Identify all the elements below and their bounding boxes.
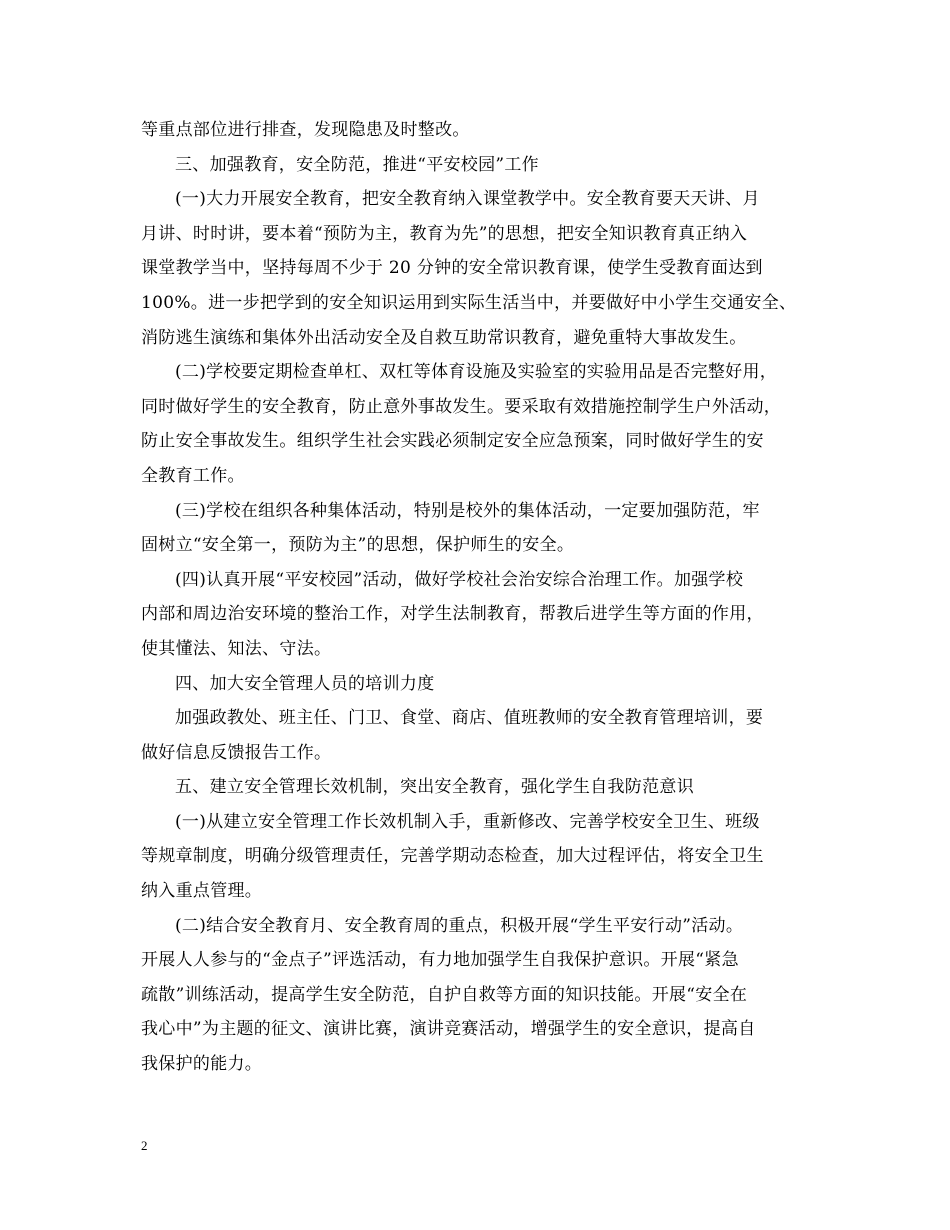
text-line: 开展人人参与的“金点子”评选活动，有力地加强学生自我保护意识。开展“紧急	[141, 950, 739, 971]
text-line: 100%。进一步把学到的安全知识运用到实际生活当中，并要做好中小学生交通安全、	[141, 292, 797, 313]
text-line: 使其懂法、知法、守法。	[141, 638, 332, 659]
text-line: 防止安全事故发生。组织学生社会实践必须制定安全应急预案，同时做好学生的安	[141, 431, 764, 452]
text-line: 消防逃生演练和集体外出活动安全及自救互助常识教育，避免重特大事故发生。	[141, 327, 747, 348]
text-line: 加强政教处、班主任、门卫、食堂、商店、值班教师的安全教育管理培训，要	[175, 708, 764, 729]
text-line: 月讲、时时讲，要本着“预防为主，教育为先”的思想，把安全知识教育真正纳入	[141, 223, 748, 244]
text-line: (一)大力开展安全教育，把安全教育纳入课堂教学中。安全教育要天天讲、月	[175, 189, 760, 210]
text-line: (一)从建立安全管理工作长效机制入手，重新修改、完善学校安全卫生、班级	[175, 811, 760, 832]
text-line: 疏散”训练活动，提高学生安全防范，自护自救等方面的知识技能。开展“安全在	[141, 984, 748, 1005]
text-line: 等规章制度，明确分级管理责任，完善学期动态检查，加大过程评估，将安全卫生	[141, 846, 764, 867]
page-number: 2	[141, 1138, 148, 1153]
text-line: (二)结合安全教育月、安全教育周的重点，积极开展“学生平安行动”活动。	[175, 915, 744, 936]
text-line: (二)学校要定期检查单杠、双杠等体育设施及实验室的实验用品是否完整好用，	[175, 362, 778, 383]
text-line: 等重点部位进行排查，发现隐患及时整改。	[141, 120, 470, 140]
text-line: (三)学校在组织各种集体活动，特别是校外的集体活动，一定要加强防范，牢	[175, 500, 760, 521]
text-line: 课堂教学当中，坚持每周不少于 20 分钟的安全常识教育课，使学生受教育面达到	[141, 258, 763, 279]
text-line: 我心中”为主题的征文、演讲比赛，演讲竞赛活动，增强学生的安全意识，提高自	[141, 1019, 756, 1040]
text-line: 四、加大安全管理人员的培训力度	[175, 673, 435, 694]
text-line: 五、建立安全管理长效机制，突出安全教育，强化学生自我防范意识	[175, 777, 694, 798]
text-line: 内部和周边治安环境的整治工作，对学生法制教育，帮教后进学生等方面的作用，	[141, 604, 764, 625]
text-line: (四)认真开展“平安校园”活动，做好学校社会治安综合治理工作。加强学校	[175, 569, 744, 590]
document-body	[141, 113, 811, 1082]
text-line: 我保护的能力。	[141, 1054, 263, 1075]
text-line: 三、加强教育，安全防范，推进“平安校园”工作	[175, 154, 539, 175]
text-line: 纳入重点管理。	[141, 881, 263, 902]
text-line: 同时做好学生的安全教育，防止意外事故发生。要采取有效措施控制学生户外活动，	[141, 396, 782, 417]
text-line: 做好信息反馈报告工作。	[141, 742, 332, 763]
text-line: 全教育工作。	[141, 465, 245, 486]
text-line: 固树立“安全第一，预防为主”的思想，保护师生的安全。	[141, 535, 575, 556]
